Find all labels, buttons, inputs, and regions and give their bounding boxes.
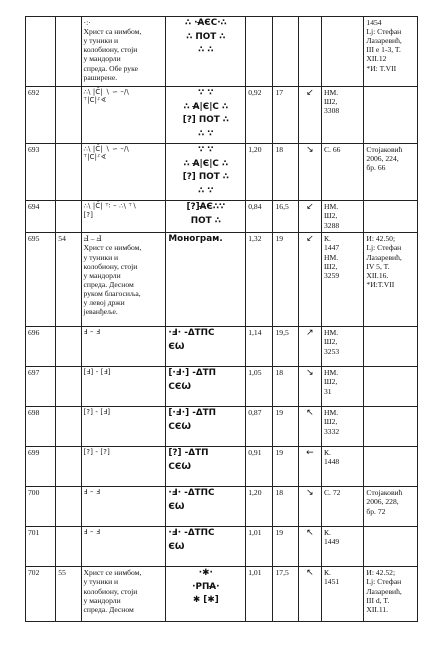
obverse-description-line: јеванђеље. (83, 307, 118, 317)
obverse-description-line: [?] - [Ⅎ] (83, 408, 111, 417)
reverse-inscription-line: Монограм. (168, 234, 223, 245)
literature-reference-line: 2006, 228, (366, 497, 399, 507)
diameter-value-cell (273, 487, 298, 527)
literature-reference-line: бр. 66 (366, 163, 386, 173)
weight-value-line: 0,92 (248, 88, 262, 97)
weight-value-cell (246, 527, 273, 567)
obverse-description-cell (81, 367, 166, 407)
type-number-cell (56, 367, 81, 407)
die-axis-line: ↖ (306, 408, 314, 419)
literature-reference-line: И: 42.52; (366, 568, 396, 578)
collection-reference-line: Ш2, (323, 211, 338, 221)
weight-value-line: 1,05 (248, 368, 262, 378)
obverse-description-line: Ⅎ – Ⅎ (83, 528, 101, 537)
collection-reference-cell (321, 527, 363, 567)
reverse-inscription-line: ∴ ∵ (198, 128, 214, 139)
type-number-line: 54 (58, 234, 66, 244)
die-axis-line: ↙ (306, 234, 314, 245)
collection-reference-line: 3288 (323, 220, 340, 230)
collection-reference-line: 3253 (323, 346, 340, 356)
collection-reference-line: К. (323, 234, 331, 244)
obverse-description-line: ·:· (83, 18, 91, 27)
literature-reference-line: Lj: Стефан (366, 243, 402, 253)
obverse-description-line: у мандорли (83, 270, 121, 280)
entry-number-cell (26, 17, 56, 87)
weight-value-line: 0,91 (248, 448, 262, 458)
diameter-value-line: 19 (275, 448, 284, 458)
reverse-inscription-line: ∴ ·A̶ЄС·∴ (184, 18, 227, 28)
collection-reference-line: НМ. (323, 368, 339, 378)
entry-number-cell (26, 567, 56, 622)
die-axis-cell (298, 327, 321, 367)
literature-reference-cell (364, 17, 418, 87)
literature-reference-cell (364, 367, 418, 407)
entry-number-line: 696 (28, 328, 40, 338)
table-row (26, 233, 418, 327)
entry-number-cell (26, 407, 56, 447)
collection-reference-line: 1449 (323, 537, 340, 547)
die-axis-cell (298, 87, 321, 144)
weight-value-line: 1,01 (248, 528, 262, 538)
weight-value-line: 1,01 (248, 568, 262, 578)
diameter-value-cell (273, 567, 298, 622)
obverse-description-line: спреда. Десном (83, 279, 134, 289)
obverse-description-cell (81, 487, 166, 527)
obverse-description-line: [?] - [?] (83, 448, 110, 457)
obverse-description-cell (81, 233, 166, 327)
weight-value-cell (246, 447, 273, 487)
obverse-description-cell (81, 527, 166, 567)
collection-reference-cell (321, 367, 363, 407)
type-number-cell (56, 327, 81, 367)
diameter-value-cell (273, 327, 298, 367)
diameter-value-line: 17,5 (275, 568, 289, 578)
literature-reference-cell (364, 327, 418, 367)
type-number-cell (56, 17, 81, 87)
reverse-inscription-line: ∴ ПОТ ∴ (186, 31, 226, 42)
reverse-inscription-cell (166, 87, 246, 144)
obverse-description-cell (81, 17, 166, 87)
reverse-inscription-cell (166, 447, 246, 487)
reverse-inscription-line: СЄѠ (168, 381, 191, 392)
entry-number-line: 694 (28, 202, 40, 212)
obverse-description-line: Христ се нимбом, (83, 568, 142, 578)
collection-reference-cell (321, 407, 363, 447)
obverse-description-line: у туники и (83, 252, 119, 262)
entry-number-line: 695 (28, 234, 40, 244)
entry-number-line: 699 (28, 448, 40, 458)
die-axis-line: ↙ (306, 202, 314, 213)
obverse-description-line: колобиону, стоји (83, 586, 138, 596)
weight-value-line: 0,87 (248, 408, 262, 418)
table-row (26, 567, 418, 622)
literature-reference-line: И: 42.50; (366, 234, 396, 244)
entry-number-line: 692 (28, 88, 40, 97)
obverse-description-line: раширене. (83, 72, 118, 82)
die-axis-cell (298, 527, 321, 567)
diameter-value-cell (273, 17, 298, 87)
diameter-value-line: 17 (275, 88, 284, 97)
collection-reference-line: 1448 (323, 457, 340, 467)
type-number-cell (56, 407, 81, 447)
diameter-value-cell (273, 527, 298, 567)
weight-value-line: 1,14 (248, 328, 262, 338)
obverse-description-line: ⸆|C|⸉∢ (83, 96, 107, 105)
reverse-inscription-line: СЄѠ (168, 421, 191, 432)
die-axis-line: ↖ (306, 528, 314, 539)
reverse-inscription-line: [?] ПОТ ∴ (182, 172, 229, 183)
die-axis-cell (298, 567, 321, 622)
weight-value-line: 1,20 (248, 145, 262, 155)
obverse-description-line: [?] (83, 210, 94, 219)
literature-reference-line: *И:T.VII (366, 279, 395, 289)
obverse-description-line: спреда. Обе руке (83, 63, 138, 73)
type-number-cell (56, 87, 81, 144)
collection-reference-line: 1447 (323, 243, 340, 253)
collection-reference-cell (321, 233, 363, 327)
reverse-inscription-line: ЄѠ (168, 501, 185, 512)
entry-number-cell (26, 527, 56, 567)
literature-reference-cell (364, 144, 418, 201)
reverse-inscription-line: [·Ⅎ·] -ΔТП (168, 368, 217, 379)
table-row (26, 447, 418, 487)
diameter-value-line: 19 (275, 528, 284, 538)
obverse-description-line: руком благосиља, (83, 289, 141, 299)
literature-reference-line: Стојаковић (366, 488, 403, 498)
reverse-inscription-line: [?] -ΔТП (168, 448, 209, 459)
coin-catalog-table (25, 16, 418, 622)
entry-number-cell (26, 367, 56, 407)
literature-reference-cell (364, 567, 418, 622)
obverse-description-cell (81, 201, 166, 233)
die-axis-line: ↖ (306, 568, 314, 579)
reverse-inscription-cell (166, 487, 246, 527)
obverse-description-line: ∴\ |C̄| ∖ ∽ –∕\ (83, 145, 129, 154)
literature-reference-line: III e 1-3, T. (366, 45, 401, 55)
table-row (26, 527, 418, 567)
obverse-description-cell (81, 447, 166, 487)
reverse-inscription-line: ∵ ∵ (198, 88, 214, 98)
weight-value-cell (246, 327, 273, 367)
literature-reference-cell (364, 487, 418, 527)
reverse-inscription-line: ЄѠ (168, 341, 185, 352)
table-row (26, 17, 418, 87)
collection-reference-line: Ш2, (323, 97, 338, 107)
collection-reference-line: Ш2, (323, 417, 338, 427)
obverse-description-line: у туники и (83, 577, 119, 587)
collection-reference-cell (321, 567, 363, 622)
collection-reference-cell (321, 17, 363, 87)
reverse-inscription-cell (166, 367, 246, 407)
diameter-value-cell (273, 447, 298, 487)
literature-reference-line: Lj: Стефан (366, 27, 402, 37)
obverse-description-line: у туники и (83, 36, 119, 46)
obverse-description-line: колобиону, стоји (83, 45, 138, 55)
collection-reference-cell (321, 87, 363, 144)
obverse-description-line: ∴\ |C̄| ∖ ∽ –∕\ (83, 88, 129, 96)
collection-reference-line: Ш2, (323, 377, 338, 387)
literature-reference-cell (364, 87, 418, 144)
diameter-value-line: 16,5 (275, 202, 289, 212)
collection-reference-cell (321, 487, 363, 527)
die-axis-cell (298, 17, 321, 87)
weight-value-cell (246, 367, 273, 407)
reverse-inscription-line: ПОТ ∴ (190, 215, 221, 226)
reverse-inscription-line: [·Ⅎ·] -ΔТП (168, 408, 217, 419)
die-axis-cell (298, 487, 321, 527)
obverse-description-cell (81, 87, 166, 144)
diameter-value-line: 18 (275, 145, 284, 155)
weight-value-cell (246, 487, 273, 527)
literature-reference-line: *И: T.VII (366, 63, 397, 73)
reverse-inscription-line: [?] ПОТ ∴ (182, 115, 229, 126)
collection-reference-line: Ш2, (323, 337, 338, 347)
collection-reference-line: 3332 (323, 426, 340, 436)
table-row (26, 487, 418, 527)
collection-reference-line: К. (323, 448, 331, 458)
obverse-description-cell (81, 567, 166, 622)
obverse-description-line: ∴\ |C̄| ⸆∶ – ∴\ ⸆∖ (83, 202, 137, 211)
collection-reference-line: 31 (323, 386, 332, 396)
diameter-value-cell (273, 233, 298, 327)
obverse-description-line: Ⅎ – Ⅎ (83, 328, 101, 337)
weight-value-line: 1,32 (248, 234, 262, 244)
reverse-inscription-line: ∵ ∵ (198, 145, 214, 156)
entry-number-line: 702 (28, 568, 40, 578)
reverse-inscription-line: СЄѠ (168, 461, 191, 472)
obverse-description-line: Ⅎ – Ⅎ (83, 234, 102, 244)
literature-reference-line: 1454 (366, 18, 382, 27)
entry-number-cell (26, 327, 56, 367)
reverse-inscription-cell (166, 201, 246, 233)
type-number-cell (56, 233, 81, 327)
obverse-description-line: Ⅎ – Ⅎ (83, 488, 101, 497)
reverse-inscription-cell (166, 407, 246, 447)
collection-reference-line: К. (323, 528, 331, 538)
weight-value-cell (246, 567, 273, 622)
die-axis-line: ← (306, 448, 314, 459)
table-row (26, 407, 418, 447)
collection-reference-cell (321, 327, 363, 367)
die-axis-line: ↘ (306, 368, 314, 379)
reverse-inscription-line: ·Ⅎ· -ΔТПС (168, 488, 215, 499)
literature-reference-line: III d, T. (366, 595, 390, 605)
diameter-value-line: 19 (275, 234, 284, 244)
literature-reference-cell (364, 201, 418, 233)
collection-reference-line: 3259 (323, 270, 340, 280)
weight-value-cell (246, 144, 273, 201)
die-axis-cell (298, 144, 321, 201)
die-axis-cell (298, 447, 321, 487)
reverse-inscription-cell (166, 144, 246, 201)
diameter-value-cell (273, 201, 298, 233)
entry-number-line: 698 (28, 408, 40, 418)
collection-reference-line: С. 72 (323, 488, 341, 498)
obverse-description-line: у мандорли (83, 54, 121, 64)
obverse-description-line: Христ са нимбом, (83, 27, 142, 37)
entry-number-line: 701 (28, 528, 40, 538)
type-number-cell (56, 487, 81, 527)
obverse-description-line: спреда. Десном (83, 604, 134, 614)
collection-reference-line: К. (323, 568, 331, 578)
collection-reference-line: 1451 (323, 577, 340, 587)
diameter-value-cell (273, 87, 298, 144)
weight-value-cell (246, 17, 273, 87)
die-axis-cell (298, 201, 321, 233)
literature-reference-line: Лазаревић, (366, 252, 402, 262)
table-row (26, 144, 418, 201)
reverse-inscription-cell (166, 527, 246, 567)
literature-reference-cell (364, 527, 418, 567)
reverse-inscription-line: ·✱· (198, 568, 213, 579)
obverse-description-cell (81, 327, 166, 367)
type-number-cell (56, 447, 81, 487)
reverse-inscription-line: ·РПA̶· (192, 581, 220, 592)
reverse-inscription-cell (166, 567, 246, 622)
entry-number-cell (26, 487, 56, 527)
table-row (26, 367, 418, 407)
weight-value-line: 1,20 (248, 488, 262, 498)
reverse-inscription-line: ✱ [✱] (192, 595, 219, 606)
type-number-cell (56, 527, 81, 567)
type-number-cell (56, 144, 81, 201)
entry-number-cell (26, 233, 56, 327)
entry-number-line: 700 (28, 488, 40, 498)
literature-reference-line: XII.11. (366, 604, 389, 614)
die-axis-cell (298, 407, 321, 447)
reverse-inscription-line: ·Ⅎ· -ΔТПС (168, 328, 215, 339)
literature-reference-line: IV 5, T. (366, 261, 390, 271)
diameter-value-line: 18 (275, 488, 284, 498)
reverse-inscription-cell (166, 233, 246, 327)
die-axis-line: ↙ (306, 88, 314, 98)
diameter-value-line: 19,5 (275, 328, 289, 338)
literature-reference-line: XII.16. (366, 270, 389, 280)
type-number-line: 55 (58, 568, 66, 578)
literature-reference-cell (364, 407, 418, 447)
reverse-inscription-line: ЄѠ (168, 541, 185, 552)
table-row (26, 327, 418, 367)
obverse-description-line: у левој држи (83, 298, 125, 308)
weight-value-cell (246, 407, 273, 447)
collection-reference-cell (321, 201, 363, 233)
table-row (26, 87, 418, 144)
obverse-description-cell (81, 144, 166, 201)
reverse-inscription-cell (166, 327, 246, 367)
entry-number-line: 693 (28, 145, 40, 155)
diameter-value-cell (273, 144, 298, 201)
die-axis-cell (298, 367, 321, 407)
collection-reference-line: НМ. (323, 408, 339, 418)
type-number-cell (56, 567, 81, 622)
collection-reference-line: НМ. (323, 88, 339, 97)
reverse-inscription-line: ∴ A̶|Є|C ∴ (183, 158, 229, 169)
die-axis-line: ↗ (306, 328, 314, 339)
reverse-inscription-cell (166, 17, 246, 87)
obverse-description-line: [Ⅎ] - [Ⅎ] (83, 368, 111, 377)
collection-reference-line: Ш2, (323, 261, 338, 271)
literature-reference-line: XII.12 (366, 54, 387, 64)
collection-reference-line: С. 66 (323, 145, 341, 155)
literature-reference-line: Лазаревић, (366, 36, 402, 46)
diameter-value-line: 19 (275, 408, 284, 418)
literature-reference-line: Лазаревић, (366, 586, 402, 596)
literature-reference-line: Lj: Стефан (366, 577, 402, 587)
die-axis-cell (298, 233, 321, 327)
reverse-inscription-line: ∴ ∵ (198, 185, 214, 196)
reverse-inscription-line: ∴ ∴ (198, 45, 214, 56)
literature-reference-cell (364, 447, 418, 487)
die-axis-line: ↘ (306, 488, 314, 499)
weight-value-cell (246, 201, 273, 233)
literature-reference-cell (364, 233, 418, 327)
type-number-cell (56, 201, 81, 233)
entry-number-cell (26, 144, 56, 201)
obverse-description-line: ⸆|C|⸉∢ (83, 153, 107, 162)
reverse-inscription-line: [?]A̶Є∴∵ (186, 202, 226, 213)
entry-number-line: 697 (28, 368, 40, 378)
weight-value-cell (246, 233, 273, 327)
entry-number-cell (26, 447, 56, 487)
catalog-table-body (26, 17, 418, 622)
weight-value-cell (246, 87, 273, 144)
weight-value-line: 0,84 (248, 202, 262, 212)
obverse-description-line: Христ се нимбом, (83, 243, 142, 253)
die-axis-line: ↘ (306, 145, 314, 156)
reverse-inscription-line: ·Ⅎ· -ΔТПС (168, 528, 215, 539)
collection-reference-line: НМ. (323, 202, 339, 212)
collection-reference-line: 3308 (323, 106, 340, 116)
obverse-description-line: колобиону, стоји (83, 261, 138, 271)
entry-number-cell (26, 87, 56, 144)
diameter-value-cell (273, 407, 298, 447)
entry-number-cell (26, 201, 56, 233)
reverse-inscription-line: ∴ A̶|Є|C ∴ (183, 101, 229, 112)
diameter-value-line: 18 (275, 368, 284, 378)
obverse-description-cell (81, 407, 166, 447)
collection-reference-line: НМ. (323, 328, 339, 338)
table-row (26, 201, 418, 233)
obverse-description-line: у мандорли (83, 595, 121, 605)
literature-reference-line: бр. 72 (366, 506, 386, 516)
collection-reference-line: НМ. (323, 252, 339, 262)
literature-reference-line: 2006, 224, (366, 154, 399, 164)
literature-reference-line: Стојаковић (366, 145, 403, 155)
collection-reference-cell (321, 144, 363, 201)
collection-reference-cell (321, 447, 363, 487)
diameter-value-cell (273, 367, 298, 407)
